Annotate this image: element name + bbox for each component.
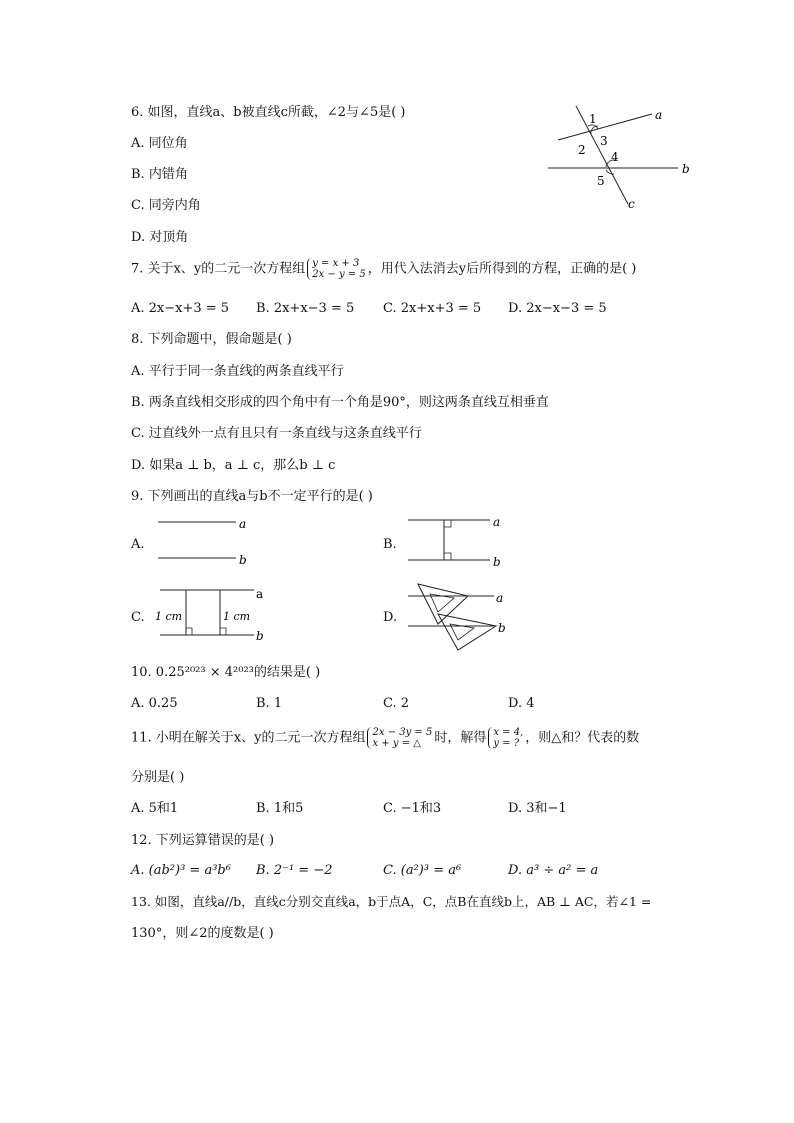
q11-stem-mid: 时，解得 <box>434 730 487 746</box>
q9d-label-a: a <box>496 591 504 605</box>
q6-option-a: A. 同位角 <box>131 136 188 151</box>
q11-option-a: A. 5和1 <box>131 801 179 816</box>
q13-stem-line2: 130°，则∠2的度数是( ) <box>131 926 274 941</box>
q6-fig-angle-1: 1 <box>589 112 597 126</box>
q9a-label-a: a <box>239 517 247 531</box>
q6-option-b: B. 内错角 <box>131 167 188 182</box>
q7-eq2: 2x − y = 5 <box>312 269 366 280</box>
q6-fig-label-a: a <box>655 108 663 122</box>
q10-option-a: A. 0.25 <box>131 696 178 711</box>
q6-fig-angle-3: 3 <box>600 134 608 148</box>
q9-option-c: C. <box>131 610 145 625</box>
q12-stem: 12. 下列运算错误的是( ) <box>131 833 275 848</box>
q8-stem: 8. 下列命题中，假命题是( ) <box>131 332 292 347</box>
q11-option-d: D. 3和−1 <box>508 801 567 816</box>
q11-system <box>367 727 432 749</box>
q11-stem <box>131 727 639 749</box>
q9-figure-c <box>150 582 275 644</box>
q11-eq2: x + y = △ <box>372 738 421 749</box>
q7-system <box>307 258 366 280</box>
q11-option-c: C. −1和3 <box>383 801 442 816</box>
q11-sol2: y = ? <box>493 738 520 749</box>
q7-option-b: B. 2x+x−3 = 5 <box>256 301 355 316</box>
q8-option-c: C. 过直线外一点有且只有一条直线与这条直线平行 <box>131 426 422 441</box>
q7-option-c: C. 2x+x+3 = 5 <box>383 301 482 316</box>
q7-option-d: D. 2x−x−3 = 5 <box>508 301 607 316</box>
q6-stem: 6. 如图，直线a、b被直线c所截，∠2与∠5是( ) <box>131 105 406 120</box>
q11-stem-line2: 分别是( ) <box>131 770 185 785</box>
q9-figure-b <box>400 512 510 574</box>
q9-figure-a <box>150 512 260 572</box>
q12-option-d: D. a³ ÷ a² = a <box>508 863 599 878</box>
q9-option-a: A. <box>131 537 145 552</box>
q9b-label-b: b <box>493 555 501 569</box>
q10-option-d: D. 4 <box>508 696 535 711</box>
q6-fig-angle-4: 4 <box>611 150 619 164</box>
q8-option-d: D. 如果a ⊥ b，a ⊥ c，那么b ⊥ c <box>131 458 336 473</box>
q9-option-d: D. <box>383 610 398 625</box>
q11-eq1: 2x − 3y = 5 <box>372 727 433 738</box>
q9-stem: 9. 下列画出的直线a与b不一定平行的是( ) <box>131 489 373 504</box>
q13-stem: 13. 如图，直线a//b，直线c分别交直线a，b于点A，C，点B在直线b上，AB ⊥ AC，若∠1 = <box>131 894 652 909</box>
q12-option-b: B. 2⁻¹ = −2 <box>256 863 333 878</box>
q6-option-c: C. 同旁内角 <box>131 198 201 213</box>
q9a-label-b: b <box>239 553 247 567</box>
q7-stem-suffix: ，用代入法消去y后所得到的方程，正确的是( ) <box>367 261 637 277</box>
q10-option-b: B. 1 <box>256 696 283 711</box>
q6-figure <box>540 100 700 215</box>
q12-option-c: C. (a²)³ = a⁶ <box>383 863 462 878</box>
q6-option-d: D. 对顶角 <box>131 230 189 245</box>
q8-option-b: B. 两条直线相交形成的四个角中有一个角是90°，则这两条直线互相垂直 <box>131 395 549 410</box>
q7-eq1: y = x + 3 <box>312 258 360 269</box>
q9c-label-a: a <box>256 587 264 601</box>
q10-stem: 10. 0.25²⁰²³ × 4²⁰²³的结果是( ) <box>131 665 321 680</box>
q9c-label-b: b <box>256 629 264 643</box>
q6-fig-label-c: c <box>628 197 635 211</box>
q11-stem-prefix: 11. 小明在解关于x、y的二元一次方程组 <box>131 730 366 746</box>
q9-option-b: B. <box>383 537 397 552</box>
q12-option-a: A. (ab²)³ = a³b⁶ <box>131 863 231 878</box>
q10-option-c: C. 2 <box>383 696 410 711</box>
q6-fig-label-b: b <box>682 162 690 176</box>
q7-option-a: A. 2x−x+3 = 5 <box>131 301 230 316</box>
q8-option-a: A. 平行于同一条直线的两条直线平行 <box>131 364 344 379</box>
q9c-cm-label-1: 1 cm <box>155 610 183 623</box>
q6-fig-angle-2: 2 <box>578 143 586 157</box>
q11-option-b: B. 1和5 <box>256 801 304 816</box>
q9c-cm-label-2: 1 cm <box>223 610 251 623</box>
q6-fig-angle-5: 5 <box>597 174 605 188</box>
q11-stem-suffix: ，则△和？代表的数 <box>525 730 640 746</box>
q9-figure-d <box>398 580 513 652</box>
q7-stem <box>131 258 636 280</box>
q9b-label-a: a <box>493 515 501 529</box>
q11-sol1: x = 4, <box>493 727 524 738</box>
q9d-label-b: b <box>498 621 506 635</box>
q11-solution <box>488 727 523 749</box>
q7-stem-prefix: 7. 关于x、y的二元一次方程组 <box>131 261 306 277</box>
